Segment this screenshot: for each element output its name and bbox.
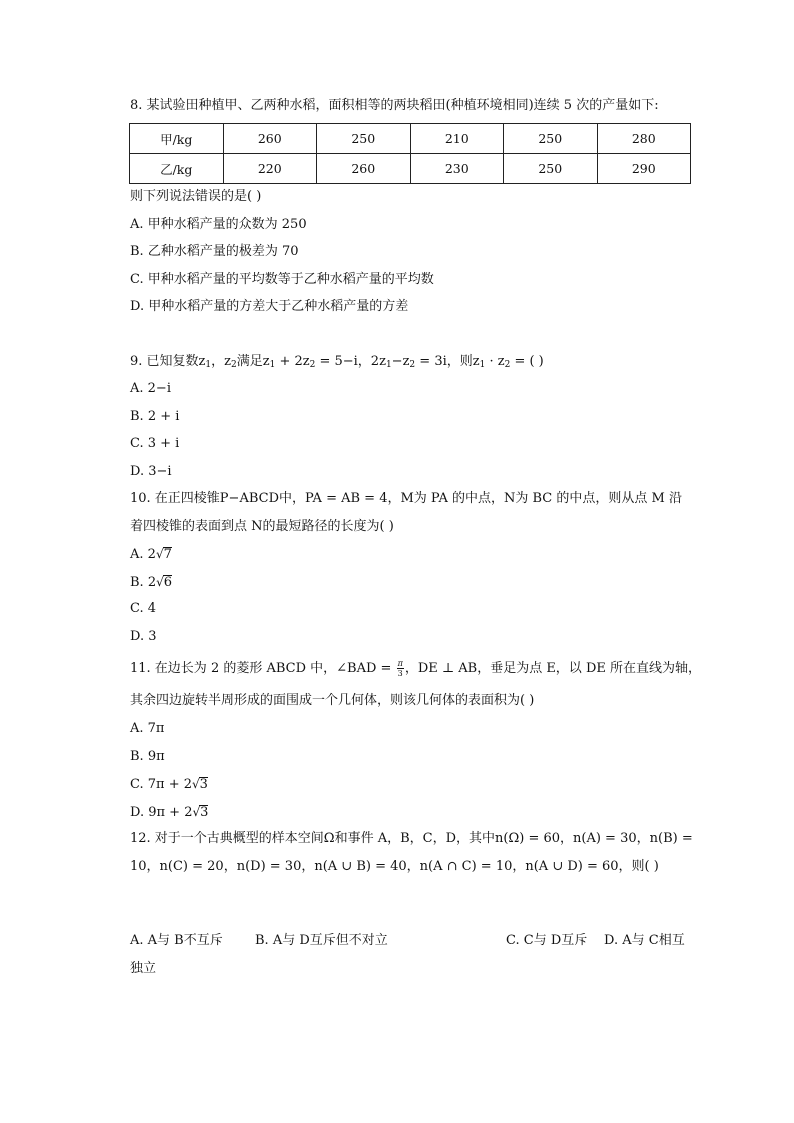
q10-option-a-text: A. 2 [130,547,156,562]
q12-line1: 12. 对于一个古典概型的样本空间Ω和事件 A，B，C，D，其中n(Ω) = 60，n(A) = 30，n(B) = [130,831,693,846]
q12-option-d: D. A与 C相互 [604,933,685,948]
q10-line2: 着四棱锥的表面到点 N的最短路径的长度为( ) [130,519,394,534]
q11-option-c [130,775,208,794]
q10-option-b-radicand: 6 [163,575,173,590]
q12-options-row [130,932,692,952]
q12-option-d-cont: 独立 [130,961,157,976]
q10-option-a-radicand: 7 [163,547,172,562]
q9-stem [130,353,544,374]
q9-option-c: C. 3 + i [130,436,180,451]
q9-sub: 1 [269,360,276,370]
q8-after: 则下列说法错误的是( ) [130,189,262,204]
q9-sub: 2 [504,360,511,370]
q8-option-b: B. 乙种水稻产量的极差为 70 [130,244,299,259]
q10-option-a [130,545,172,564]
q9-text-a: 9. 已知复数z [130,354,206,369]
table-cell: 250 [317,124,411,154]
q9-option-a: A. 2−i [130,381,171,396]
q12-line2: 10，n(C) = 20，n(D) = 30，n(A ∪ B) = 40，n(A ∩ C) = 10，n(A ∪ D) = 60，则( ) [130,859,659,874]
q11-option-c-radicand: 3 [199,777,208,792]
q12-option-b: B. A与 D互斥但不对立 [255,933,388,948]
q9-option-b: B. 2 + i [130,409,180,424]
q9-sub: 1 [205,360,212,370]
q11-option-d [130,803,208,822]
table-row [130,124,691,154]
q12-option-a: A. A与 B不互斥 [130,933,223,948]
q9-text-b: ，z [211,354,231,369]
q11-line1 [130,659,701,678]
q9-text-c: 满足z [236,354,270,369]
table-row-header: 乙/kg [130,154,224,184]
q11-option-d-radicand: 3 [200,805,209,820]
table-row [130,154,691,184]
q10-option-b [130,573,172,592]
table-cell: 280 [597,124,691,154]
sqrt-icon: √ [192,777,200,791]
table-cell: 250 [504,124,598,154]
q11-text-a: 11. 在边长为 2 的菱形 ABCD 中，∠BAD = [130,661,396,676]
table-row-header: 甲/kg [130,124,224,154]
table-cell: 260 [317,154,411,184]
q9-sub: 1 [479,360,486,370]
q9-sub: 2 [309,360,316,370]
q9-sub: 2 [230,360,237,370]
q9-text-d: + 2z [275,354,310,369]
q11-option-a: A. 7π [130,721,165,736]
q9-option-d: D. 3−i [130,464,172,479]
table-cell: 290 [597,154,691,184]
q11-frac-num: π [397,659,403,668]
table-cell: 220 [223,154,317,184]
q9-sub: 2 [409,360,416,370]
q11-frac-den: 3 [397,669,403,678]
sqrt-icon: √ [156,575,164,589]
q10-line1: 10. 在正四棱锥P−ABCD中，PA = AB = 4，M为 PA 的中点，N为 BC 的中点，则从点 M 沿 [130,491,682,506]
q11-option-d-text: D. 9π + 2 [130,805,193,820]
q9-sub: 1 [385,360,392,370]
q10-option-c: C. 4 [130,601,157,616]
q9-text-i: = ( ) [510,354,544,369]
table-cell: 230 [410,154,504,184]
q8-stem: 8. 某试验田种植甲、乙两种水稻，面积相等的两块稻田(种植环境相同)连续 5 次的产量如下: [130,98,659,113]
table-cell: 210 [410,124,504,154]
q8-option-a: A. 甲种水稻产量的众数为 250 [130,217,307,232]
q11-text-b: ，DE ⊥ AB，垂足为点 E，以 DE 所在直线为轴， [404,661,701,676]
q10-option-d: D. 3 [130,629,157,644]
yield-table [129,123,691,184]
table-cell: 260 [223,124,317,154]
q12-option-c: C. C与 D互斥 [506,933,588,948]
q9-text-f: −z [391,354,410,369]
q9-text-g: = 3i，则z [415,354,480,369]
sqrt-icon: √ [192,805,201,819]
q11-option-b: B. 9π [130,749,165,764]
sqrt-icon: √ [155,547,164,561]
q9-text-h: · z [485,354,505,369]
q11-fraction [397,659,404,678]
q11-line2: 其余四边旋转半周形成的面围成一个几何体，则该几何体的表面积为( ) [130,693,535,708]
q10-option-b-text: B. 2 [130,575,157,590]
table-cell: 250 [504,154,598,184]
q8-option-d: D. 甲种水稻产量的方差大于乙种水稻产量的方差 [130,299,409,314]
q11-option-c-text: C. 7π + 2 [130,777,192,792]
q8-option-c: C. 甲种水稻产量的平均数等于乙种水稻产量的平均数 [130,272,434,287]
q9-text-e: = 5−i，2z [315,354,386,369]
